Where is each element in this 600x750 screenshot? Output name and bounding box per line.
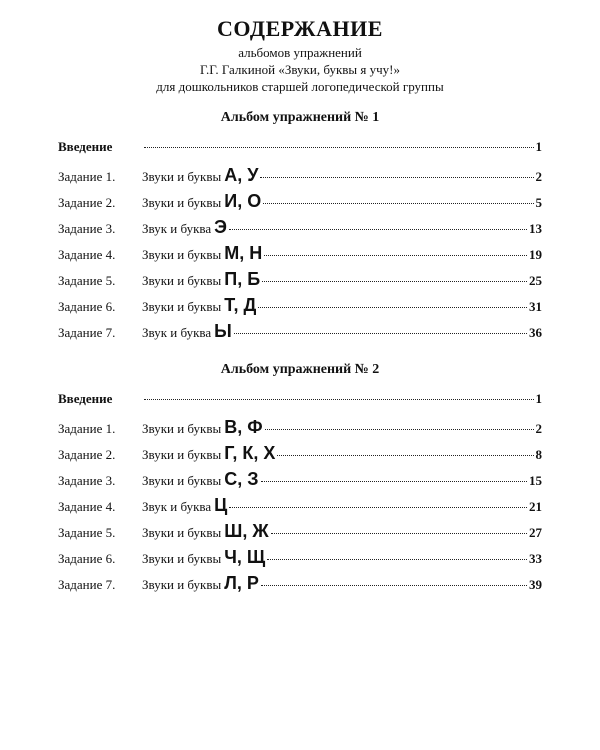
toc-row: [58, 443, 542, 469]
toc-row: [58, 191, 542, 217]
toc-row: [58, 469, 542, 495]
toc-description-text: Звук и буква: [142, 325, 212, 340]
dot-leader: [260, 177, 533, 178]
album-2: [0, 361, 600, 599]
toc-task-label: Задание 6.: [58, 299, 116, 314]
toc-row: [58, 269, 542, 295]
toc-description-text: Звуки и буквы: [142, 525, 222, 540]
dot-leader: [261, 481, 527, 482]
toc-page-number: 5: [535, 195, 542, 210]
dot-leader: [258, 307, 527, 308]
toc-letters: М, Н: [224, 243, 263, 263]
toc-description: [142, 243, 262, 264]
toc-page-number: 25: [529, 273, 542, 288]
subtitle-line-3: для дошкольников старшей логопедической группы: [156, 79, 444, 94]
dot-leader: [229, 229, 527, 230]
toc-page-number: 21: [529, 499, 542, 514]
dot-leader: [267, 559, 527, 560]
toc-description-text: Звуки и буквы: [142, 195, 222, 210]
toc-page-number: 15: [529, 473, 542, 488]
toc-row: [58, 417, 542, 443]
toc-description-text: Звуки и буквы: [142, 551, 222, 566]
toc-page-number: 8: [535, 447, 542, 462]
toc-page-number: 1: [535, 391, 542, 406]
toc-task-label: Введение: [58, 139, 113, 154]
toc-description: [142, 547, 265, 568]
subtitle-line-2: Г.Г. Галкиной «Звуки, буквы я учу!»: [200, 62, 400, 77]
toc-page-number: 33: [529, 551, 542, 566]
toc-page-number: 13: [529, 221, 542, 236]
toc-description: [142, 321, 232, 342]
toc-letters: Э: [214, 217, 227, 237]
toc-description-text: Звук и буква: [142, 499, 212, 514]
toc-letters: Ы: [214, 321, 232, 341]
toc-letters: Л, Р: [224, 573, 259, 593]
toc-task-label: Задание 2.: [58, 447, 116, 462]
toc-page-number: 39: [529, 577, 542, 592]
toc-page-number: 36: [529, 325, 542, 340]
dot-leader: [144, 399, 534, 400]
toc-description: [142, 521, 269, 542]
toc-description-text: Звуки и буквы: [142, 421, 222, 436]
toc-row: [58, 573, 542, 599]
toc-row: [58, 495, 542, 521]
album-2-title: Альбом упражнений № 2: [220, 362, 380, 377]
toc-description: [142, 469, 259, 490]
toc-letters: Ш, Ж: [224, 521, 269, 541]
dot-leader: [229, 507, 527, 508]
toc-task-label: Задание 1.: [58, 421, 116, 436]
toc-task-label: Задание 7.: [58, 577, 116, 592]
page-title: СОДЕРЖАНИЕ: [217, 16, 383, 41]
toc-row: [58, 165, 542, 191]
toc-letters: Г, К, Х: [224, 443, 276, 463]
toc-description-text: Звуки и буквы: [142, 247, 222, 262]
album-2-entries: [58, 391, 542, 599]
toc-letters: П, Б: [224, 269, 261, 289]
toc-description-text: Звуки и буквы: [142, 577, 222, 592]
toc-task-label: Введение: [58, 391, 113, 406]
toc-description: [142, 443, 275, 464]
album-1: [0, 109, 600, 347]
toc-description: [142, 269, 260, 290]
toc-task-label: Задание 1.: [58, 169, 116, 184]
toc-description: [142, 295, 256, 316]
toc-letters: В, Ф: [224, 417, 263, 437]
dot-leader: [262, 281, 527, 282]
toc-task-label: Задание 5.: [58, 273, 116, 288]
toc-row: [58, 217, 542, 243]
toc-row: [58, 243, 542, 269]
dot-leader: [277, 455, 533, 456]
toc-row: [58, 321, 542, 347]
toc-letters: А, У: [224, 165, 259, 185]
toc-task-label: Задание 2.: [58, 195, 116, 210]
toc-row: [58, 521, 542, 547]
toc-description-text: Звуки и буквы: [142, 169, 222, 184]
dot-leader: [144, 147, 534, 148]
toc-page-number: 27: [529, 525, 542, 540]
toc-page-number: 2: [535, 421, 542, 436]
album-1-title: Альбом упражнений № 1: [220, 110, 380, 125]
toc-task-label: Задание 5.: [58, 525, 116, 540]
toc-letters: Т, Д: [224, 295, 257, 315]
toc-task-label: Задание 3.: [58, 473, 116, 488]
dot-leader: [263, 203, 533, 204]
toc-task-label: Задание 4.: [58, 499, 116, 514]
dot-leader: [261, 585, 527, 586]
dot-leader: [234, 333, 527, 334]
toc-letters: С, З: [224, 469, 259, 489]
toc-description: [142, 573, 259, 594]
toc-description-text: Звуки и буквы: [142, 273, 222, 288]
dot-leader: [271, 533, 527, 534]
toc-page-number: 2: [535, 169, 542, 184]
toc-description: [142, 191, 261, 212]
toc-description: [142, 417, 263, 438]
toc-row: [58, 391, 542, 417]
subtitle-line-1: альбомов упражнений: [238, 45, 362, 60]
toc-description: [142, 217, 227, 238]
toc-description: [142, 165, 258, 186]
toc-description-text: Звуки и буквы: [142, 299, 222, 314]
toc-description-text: Звук и буква: [142, 221, 212, 236]
toc-task-label: Задание 7.: [58, 325, 116, 340]
header: [0, 16, 600, 95]
toc-description-text: Звуки и буквы: [142, 447, 222, 462]
toc-task-label: Задание 6.: [58, 551, 116, 566]
toc-page-number: 19: [529, 247, 542, 262]
toc-row: [58, 139, 542, 165]
toc-page-number: 31: [529, 299, 542, 314]
toc-letters: Ц: [214, 495, 228, 515]
toc-row: [58, 547, 542, 573]
toc-letters: Ч, Щ: [224, 547, 266, 567]
toc-task-label: Задание 4.: [58, 247, 116, 262]
toc-letters: И, О: [224, 191, 262, 211]
toc-description-text: Звуки и буквы: [142, 473, 222, 488]
dot-leader: [265, 429, 534, 430]
toc-page-number: 1: [535, 139, 542, 154]
dot-leader: [264, 255, 527, 256]
toc-description: [142, 495, 227, 516]
album-1-entries: [58, 139, 542, 347]
toc-task-label: Задание 3.: [58, 221, 116, 236]
toc-row: [58, 295, 542, 321]
